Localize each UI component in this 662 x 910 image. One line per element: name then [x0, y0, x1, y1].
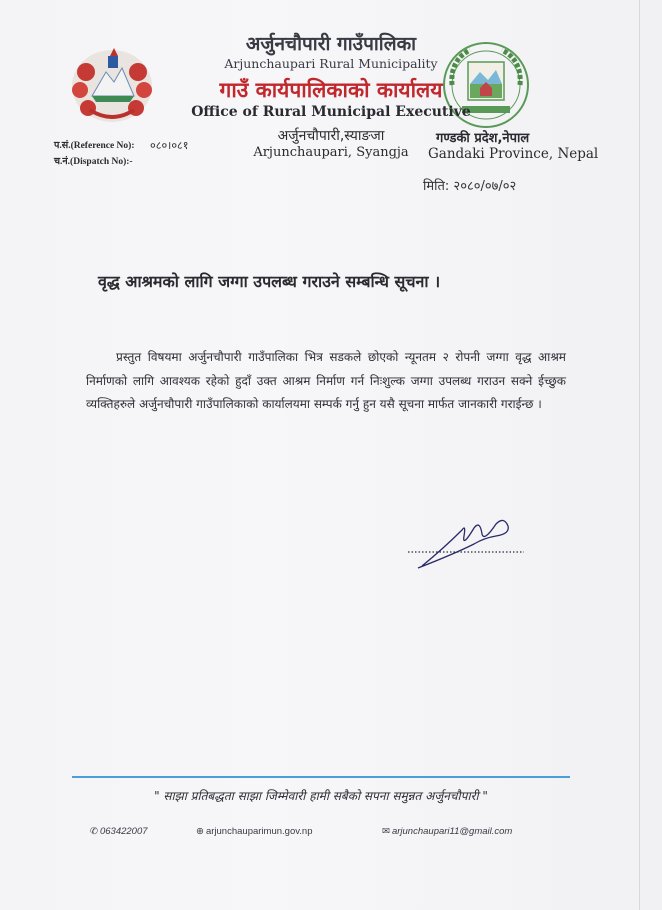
dispatch-label: च.नं.(Dispatch No):-: [54, 157, 133, 167]
office-name-nepali: गाउँ कार्यपालिकाको कार्यालय: [219, 78, 443, 102]
location-nepali: अर्जुनचौपारी,स्याङजा: [277, 128, 385, 144]
office-name-english: Office of Rural Municipal Executive: [191, 104, 471, 120]
location-english: Arjunchaupari, Syangja: [253, 145, 409, 160]
nepal-emblem-icon: [66, 42, 158, 126]
page-edge: [639, 0, 640, 910]
footer-website[interactable]: [196, 826, 312, 837]
phone-icon: ✆: [90, 826, 98, 837]
org-name-nepali: अर्जुनचौपारी गाउँपालिका: [245, 33, 417, 55]
email-address[interactable]: arjunchaupari11@gmail.com: [391, 826, 513, 837]
footer-divider: [72, 776, 570, 778]
notice-body: प्रस्तुत विषयमा अर्जुनचौपारी गाउँपालिका भित्र सडकले छोएको न्यूनतम २ रोपनी जग्गा वृद्ध आश्रम निर्माणको लागि आवश्यक रहेको हुदाँ उक्त आश्रम निर्माण गर्न निःशुल्क जग्गा उपलब्ध गराउन सक्ने ईच्छुक व्यक्तिहरुले अर्जुनचौपारी गाउँपालिकाको कार्यालयमा सम्पर्क गर्नु हुन यसै सूचना मार्फत जानकारी गराईन्छ ।: [86, 350, 566, 411]
notice-subject: वृद्ध आश्रमको लागि जग्गा उपलब्ध गराउने सम्बन्धि सूचना ।: [98, 272, 441, 291]
province-english: Gandaki Province, Nepal: [428, 146, 599, 162]
org-name-english: Arjunchaupari Rural Municipality: [224, 56, 438, 71]
globe-icon: ⊕: [196, 826, 204, 837]
date-label: मिति: २०८०/०७/०२: [423, 179, 517, 194]
reference-label: प.सं.(Reference No):: [54, 141, 135, 151]
footer-motto: " साझा प्रतिबद्धता साझा जिम्मेवारी हामी सबैको सपना समुन्नत अर्जुनचौपारी ": [154, 789, 488, 803]
signature: [404, 508, 534, 574]
footer-email[interactable]: [382, 826, 512, 837]
website-url[interactable]: arjunchauparimun.gov.np: [205, 826, 313, 837]
footer-phone: [90, 826, 148, 837]
phone-number: 063422007: [99, 826, 148, 837]
reference-value: ०८०।०८१: [150, 139, 189, 152]
mail-icon: ✉: [382, 826, 390, 837]
province-nepali: गण्डकी प्रदेश,नेपाल: [436, 131, 530, 146]
